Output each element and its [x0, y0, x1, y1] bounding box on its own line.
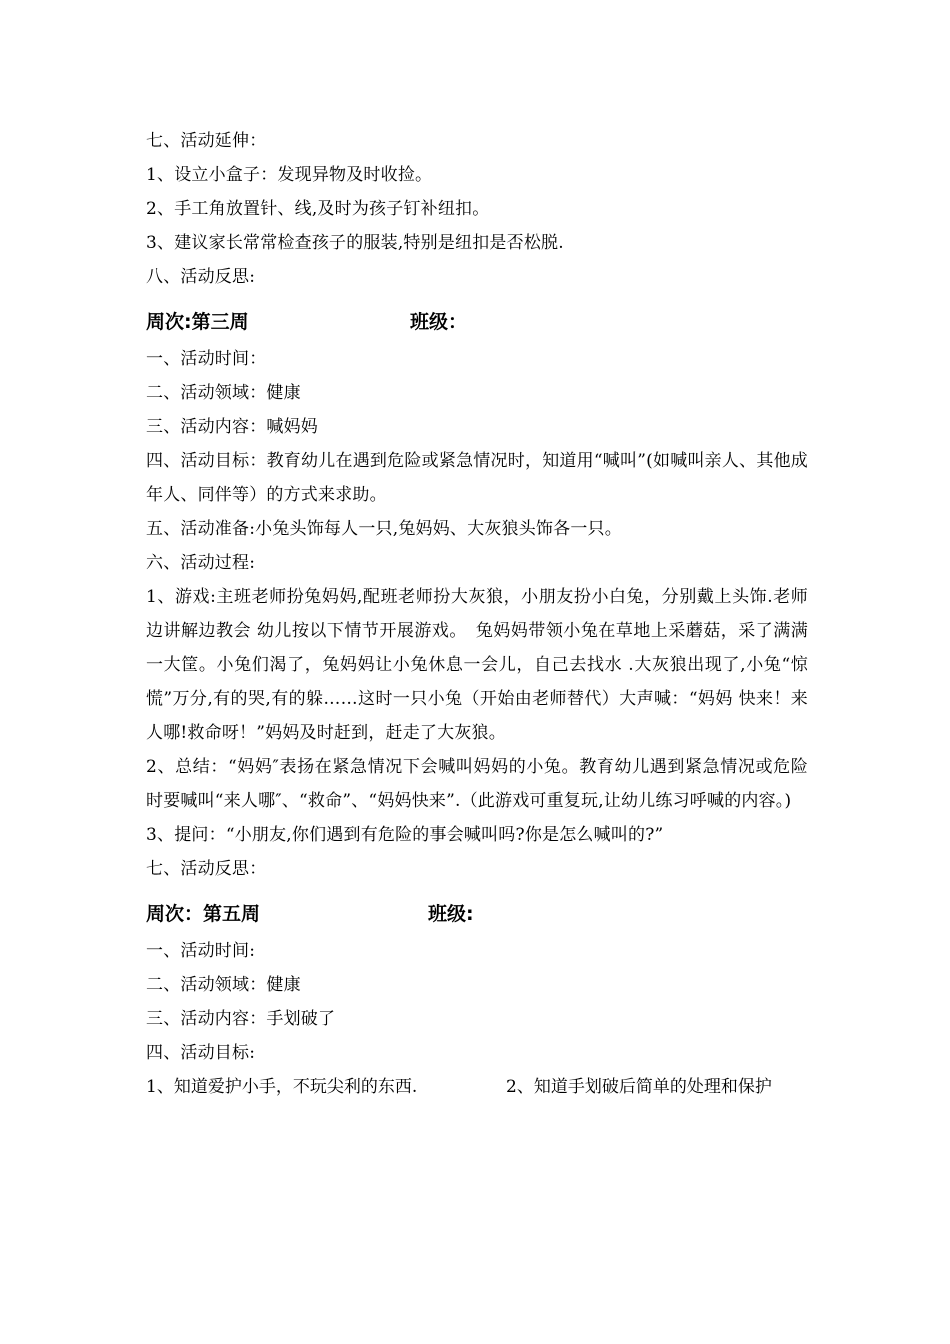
process-step-1: 1、游戏:主班老师扮兔妈妈,配班老师扮大灰狼，小朋友扮小白兔，分别戴上头饰.老师边讲解边教会 幼儿按以下情节开展游戏。 兔妈妈带领小兔在草地上采蘑菇，采了满满一大筐。小兔们渴了，兔妈妈让小兔休息一会儿，自己去找水 .大灰狼出现了,小兔“惊慌”万分,有的哭,有的躲……这时一只小兔（开始由老师替代）大声喊：“妈妈 快来！来人哪!救命呀！”妈妈及时赶到，赶走了大灰狼。 [146, 587, 808, 743]
goal-item-2: 2、知道手划破后简单的处理和保护 [506, 1077, 772, 1097]
activity-content: 三、活动内容：喊妈妈 [146, 417, 318, 437]
activity-domain: 二、活动领域：健康 [146, 383, 301, 403]
activity-preparation: 五、活动准备:小兔头饰每人一只,兔妈妈、大灰狼头饰各一只。 [146, 519, 622, 539]
extension-item-3: 3、建议家长常常检查孩子的服装,特别是纽扣是否松脱. [146, 233, 564, 253]
process-step-2: 2、总结：“妈妈″表扬在紧急情况下会喊叫妈妈的小兔。教育幼儿遇到紧急情况或危险时要喊叫“来人哪″、“救命”、“妈妈快来”.（此游戏可重复玩,让幼儿练习呼喊的内容。) [146, 757, 808, 811]
week-5-heading [146, 894, 808, 934]
week-label: 周次:第三周 [146, 311, 249, 333]
section-week-3 [146, 342, 808, 886]
activity-process-title: 六、活动过程: [146, 553, 256, 573]
activity-content: 三、活动内容：手划破了 [146, 1009, 336, 1029]
extension-item-1: 1、设立小盒子：发现异物及时收捡。 [146, 165, 433, 185]
activity-reflection: 七、活动反思： [146, 859, 267, 879]
extension-item-2: 2、手工角放置针、线,及时为孩子钉补纽扣。 [146, 199, 490, 219]
activity-domain: 二、活动领域：健康 [146, 975, 301, 995]
class-label: 班级： [410, 311, 468, 333]
activity-time: 一、活动时间： [146, 349, 267, 369]
week-label: 周次：第五周 [146, 903, 261, 925]
class-label: 班级: [428, 903, 474, 925]
activity-time: 一、活动时间: [146, 941, 256, 961]
process-step-3: 3、提问：“小朋友,你们遇到有危险的事会喊叫吗?你是怎么喊叫的?” [146, 825, 664, 845]
activity-goal: 四、活动目标：教育幼儿在遇到危险或紧急情况时，知道用“喊叫”(如喊叫亲人、其他成年人、同伴等）的方式来求助。 [146, 451, 808, 505]
activity-goals-row [146, 1070, 808, 1104]
activity-goal-title: 四、活动目标: [146, 1043, 256, 1063]
goal-item-1: 1、知道爱护小手，不玩尖利的东西. [146, 1077, 418, 1097]
document-page [146, 124, 808, 1104]
extension-title: 七、活动延伸： [146, 131, 267, 151]
week-3-heading [146, 302, 808, 342]
section-extension [146, 124, 808, 294]
reflection-title: 八、活动反思: [146, 267, 256, 287]
section-week-5 [146, 934, 808, 1104]
